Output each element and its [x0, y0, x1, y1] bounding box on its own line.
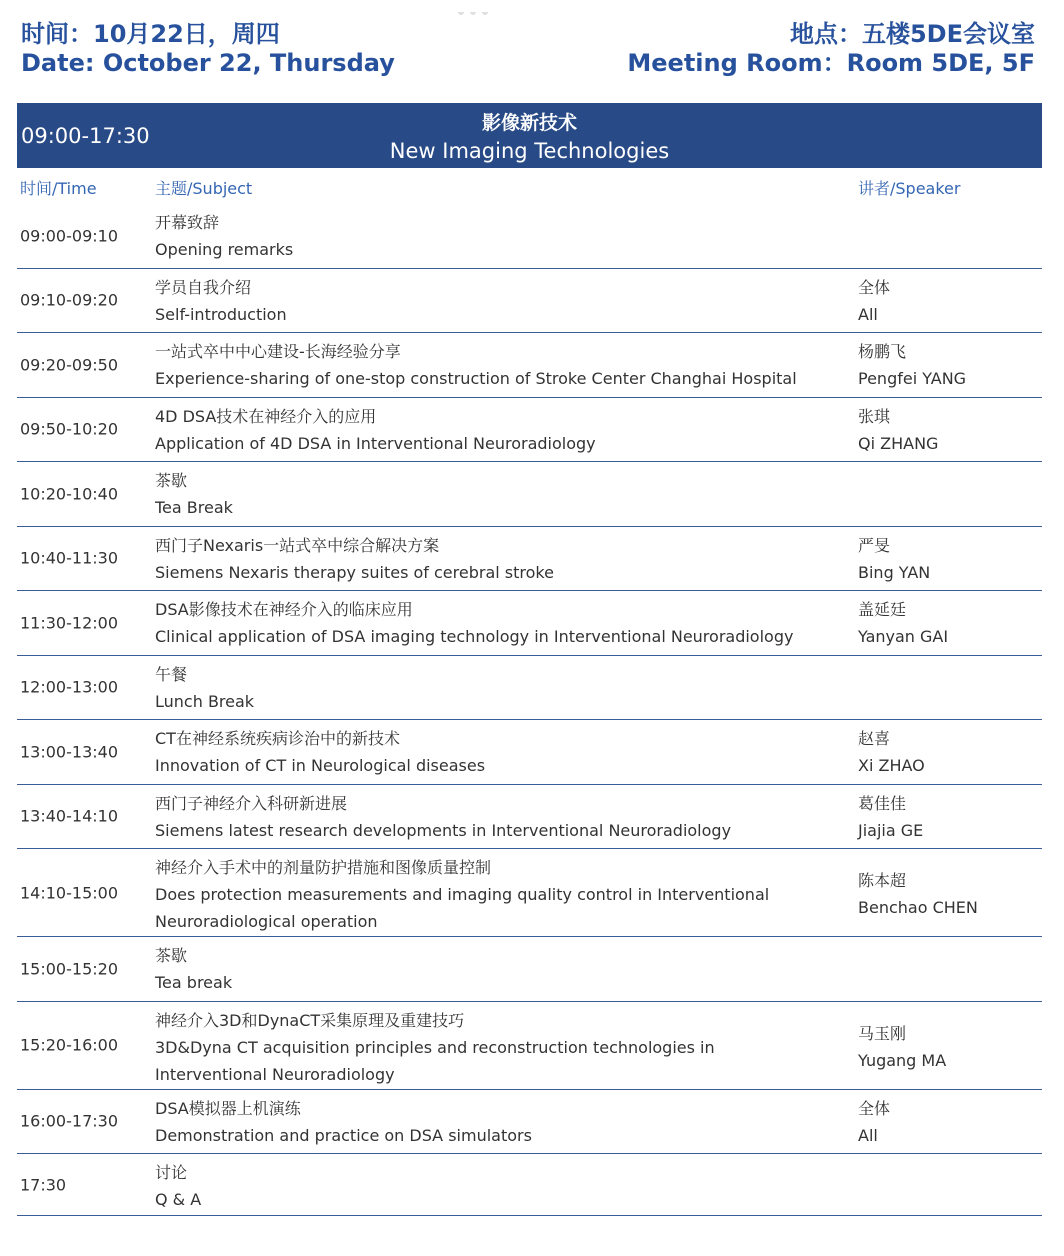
- row-time: 13:40-14:10: [20, 806, 118, 826]
- row-subject-zh: DSA影像技术在神经介入的临床应用: [155, 600, 413, 619]
- row-time: 13:00-13:40: [20, 742, 118, 762]
- table-row: [17, 527, 1042, 592]
- row-subject: [155, 942, 825, 996]
- row-speaker: [858, 274, 890, 328]
- row-subject-en: 3D&Dyna CT acquisition principles and reconstruction technologies in Interventional Neuroradiology: [155, 1037, 715, 1084]
- row-subject-en: Does protection measurements and imaging quality control in Interventional Neuroradiological operation: [155, 885, 770, 931]
- row-time: 14:10-15:00: [20, 883, 118, 902]
- session-title: [17, 109, 1042, 165]
- row-subject-en: Siemens latest research developments in Interventional Neuroradiology: [155, 820, 732, 840]
- row-subject: [155, 209, 825, 263]
- room-block: [627, 20, 1035, 78]
- row-speaker-zh: 杨鹏飞: [858, 342, 907, 361]
- row-subject-en: Innovation of CT in Neurological diseases: [155, 756, 486, 775]
- row-speaker-zh: 全体: [858, 277, 891, 297]
- row-subject: [155, 1159, 825, 1213]
- table-row: [17, 656, 1042, 721]
- agenda-table: [17, 204, 1042, 1216]
- row-subject: [155, 725, 825, 779]
- table-row: [17, 1154, 1042, 1216]
- row-subject: [155, 854, 825, 935]
- row-subject-zh: 神经介入3D和DynaCT采集原理及重建技巧: [155, 1010, 465, 1030]
- row-time: 15:20-16:00: [20, 1035, 118, 1055]
- row-speaker: [858, 596, 948, 650]
- row-time: 09:00-09:10: [20, 226, 118, 246]
- row-subject-en: Self-introduction: [155, 304, 287, 324]
- table-row: [17, 398, 1042, 463]
- row-subject-zh: 学员自我介绍: [155, 277, 252, 297]
- row-subject-zh: 茶歇: [155, 946, 188, 965]
- row-subject-en: Tea Break: [155, 498, 233, 517]
- row-speaker-en: Benchao CHEN: [858, 898, 978, 917]
- row-subject: [155, 274, 825, 328]
- row-time: 09:10-09:20: [20, 290, 118, 310]
- row-speaker: [858, 403, 938, 457]
- table-row: [17, 333, 1042, 398]
- row-time: 17:30: [20, 1175, 67, 1194]
- row-subject-zh: 神经介入手术中的剂量防护措施和图像质量控制: [155, 858, 492, 877]
- row-time: 10:40-11:30: [20, 548, 118, 568]
- table-row: [17, 204, 1042, 269]
- row-subject-zh: 讨论: [155, 1163, 188, 1182]
- row-subject-zh: 茶歇: [155, 471, 188, 490]
- row-subject-en: Tea break: [155, 973, 233, 992]
- table-row: [17, 937, 1042, 1002]
- column-header-speaker: 讲者/Speaker: [858, 179, 961, 198]
- row-subject: [155, 1095, 825, 1149]
- row-subject-en: Siemens Nexaris therapy suites of cerebral stroke: [155, 562, 554, 582]
- row-subject: [155, 661, 825, 715]
- room-zh: 地点：五楼5DE会议室: [789, 20, 1035, 48]
- room-en: Meeting Room：Room 5DE, 5F: [627, 49, 1035, 77]
- row-subject: [155, 596, 825, 650]
- table-row: [17, 269, 1042, 334]
- row-speaker: [858, 532, 930, 586]
- row-time: 09:50-10:20: [20, 419, 118, 439]
- column-header-time: 时间/Time: [20, 179, 97, 198]
- row-subject-en: Experience-sharing of one-stop construction of Stroke Center Changhai Hospital: [155, 369, 797, 388]
- session-title-en: New Imaging Technologies: [389, 139, 670, 163]
- row-subject-en: Q & A: [155, 1190, 202, 1209]
- row-subject: [155, 532, 825, 586]
- table-row: [17, 1002, 1042, 1090]
- row-subject-en: Lunch Break: [155, 691, 255, 711]
- row-speaker-zh: 严旻: [858, 535, 891, 555]
- table-row: [17, 785, 1042, 850]
- row-subject: [155, 790, 825, 844]
- row-subject: [155, 1007, 825, 1088]
- row-subject-zh: 一站式卒中中心建设-长海经验分享: [155, 342, 401, 361]
- row-speaker-zh: 马玉刚: [858, 1023, 907, 1043]
- table-row: [17, 462, 1042, 527]
- session-time: 09:00-17:30: [21, 124, 150, 148]
- row-time: 11:30-12:00: [20, 613, 118, 633]
- column-headers: [17, 168, 1042, 205]
- row-speaker-en: Yanyan GAI: [858, 627, 949, 646]
- table-row: [17, 1090, 1042, 1155]
- date-en: Date: October 22, Thursday: [21, 49, 395, 77]
- row-subject-en: Application of 4D DSA in Interventional Neuroradiology: [155, 433, 596, 453]
- row-subject-zh: DSA模拟器上机演练: [155, 1098, 301, 1118]
- row-speaker: [858, 725, 925, 779]
- row-time: 16:00-17:30: [20, 1111, 118, 1131]
- row-subject: [155, 403, 825, 457]
- top-decoration: [458, 0, 528, 4]
- row-subject: [155, 467, 825, 521]
- table-row: [17, 720, 1042, 785]
- row-speaker-en: Pengfei YANG: [858, 369, 967, 388]
- row-speaker: [858, 867, 978, 921]
- row-subject-en: Opening remarks: [155, 240, 294, 259]
- row-time: 15:00-15:20: [20, 959, 118, 979]
- row-speaker-zh: 张琪: [858, 406, 891, 426]
- row-subject-en: Demonstration and practice on DSA simulators: [155, 1125, 532, 1145]
- table-row: [17, 849, 1042, 937]
- row-time: 09:20-09:50: [20, 355, 118, 375]
- row-speaker-en: Xi ZHAO: [858, 756, 925, 775]
- row-speaker-zh: 盖延廷: [858, 600, 907, 619]
- row-speaker: [858, 338, 966, 392]
- session-header: [17, 103, 1042, 168]
- row-speaker-en: All: [858, 304, 878, 324]
- row-subject: [155, 338, 825, 392]
- row-speaker-zh: 赵喜: [858, 729, 891, 748]
- row-speaker-zh: 陈本超: [858, 871, 907, 890]
- row-speaker-en: Bing YAN: [858, 562, 931, 582]
- row-speaker: [858, 790, 923, 844]
- row-subject-zh: 午餐: [155, 664, 188, 684]
- column-header-subject: 主题/Subject: [155, 179, 253, 198]
- row-speaker: [858, 1020, 946, 1074]
- row-subject-zh: 西门子神经介入科研新进展: [155, 793, 348, 813]
- row-speaker: [858, 1095, 890, 1149]
- row-subject-zh: CT在神经系统疾病诊治中的新技术: [155, 729, 400, 748]
- row-subject-zh: 开幕致辞: [155, 213, 220, 232]
- table-row: [17, 591, 1042, 656]
- row-speaker-en: Qi ZHANG: [858, 433, 939, 453]
- date-block: [21, 20, 395, 78]
- row-speaker-en: Yugang MA: [858, 1050, 947, 1070]
- row-speaker-en: All: [858, 1125, 878, 1145]
- row-speaker-zh: 葛佳佳: [858, 793, 907, 813]
- row-subject-zh: 西门子Nexaris一站式卒中综合解决方案: [155, 535, 440, 555]
- row-speaker-en: Jiajia GE: [858, 820, 924, 840]
- row-subject-en: Clinical application of DSA imaging technology in Interventional Neuroradiology: [155, 627, 794, 646]
- date-zh: 时间：10月22日，周四: [21, 20, 280, 48]
- session-title-zh: 影像新技术: [481, 112, 577, 134]
- row-time: 10:20-10:40: [20, 484, 118, 504]
- row-time: 12:00-13:00: [20, 677, 118, 697]
- row-subject-zh: 4D DSA技术在神经介入的应用: [155, 406, 377, 426]
- row-speaker-zh: 全体: [858, 1098, 891, 1118]
